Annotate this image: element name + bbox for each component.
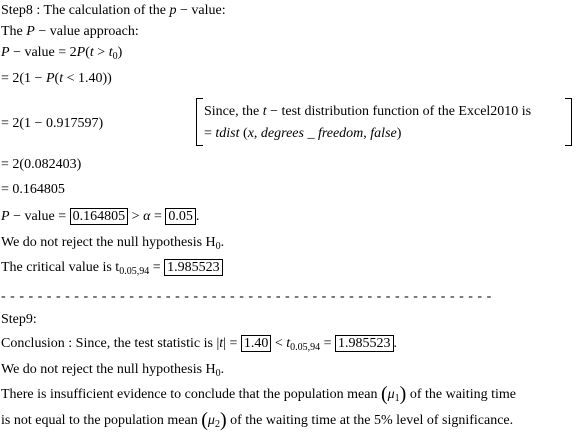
crit-boxed: 1.985523 [164, 259, 223, 276]
critical-value-line: The critical value is $t_{0.05,94} = 1.985523$ [1, 260, 223, 276]
crit-intro-text: The critical value is t [1, 260, 120, 275]
conclusion-line: Conclusion : Since, the test statistic is $|t| = 1.40 < t_{0.05,94} = 1.985523$ . [1, 336, 398, 353]
divider: - - - - - - - - - - - - - - - - - - - - - - - - - - - - - - - - - - - - - - - - - - - - - - - - - - - - - - [1, 289, 492, 304]
final-line-2a-text: is not equal to the population mean [1, 413, 198, 428]
excel-note-line-1: Since, the t − test distribution function of the Excel2010 is [204, 104, 532, 119]
t-stat-boxed: 1.40 [241, 335, 272, 352]
excel-note-bracket [196, 98, 572, 146]
step8-heading: Step8 : The calculation of the p − value: [1, 3, 226, 18]
pvalue-formula: P − value = $2P(t > t_0)$ [1, 45, 123, 62]
final-line-1-text: There is insufficient evidence to conclude that the population mean [1, 387, 378, 402]
final-line-2: is not equal to the population mean $(\mu_2)$ of the waiting time at the 5% level of significance. [1, 409, 514, 431]
calc-line-3: = 2(0.082403) [1, 157, 82, 172]
t-stat-value: 1.40 [77, 71, 103, 86]
final-line-1: There is insufficient evidence to conclude that the population mean $(\mu_1)$ of the waiting time [1, 383, 516, 405]
step9-crit-subscript: 0.05,94 [290, 342, 321, 353]
step9-not-reject: We do not reject the null hypothesis $H_0$. [1, 362, 225, 379]
step9-heading: Step9: [1, 312, 37, 327]
step9-not-reject-text: We do not reject the null hypothesis H [1, 362, 216, 377]
excel-note-line-2: = tdist (x, degrees _ freedom, false) [204, 126, 402, 141]
conclusion-intro: Conclusion : Since, the test statistic is [1, 336, 213, 351]
step8-not-reject: We do not reject the null hypothesis $H_0$. [1, 235, 225, 252]
tail-prob-value: 0.082403 [24, 157, 77, 172]
calc-line-4: = 0.164805 [1, 182, 65, 197]
final-line-1b-text: of the waiting time [409, 387, 516, 402]
pvalue-boxed: 0.164805 [70, 208, 129, 225]
calc-line-2: = 2(1 − 0.917597) [1, 116, 104, 131]
pvalue-result: 0.164805 [12, 182, 65, 197]
calc-line-1: = 2(1 − P(t < 1.40)) [1, 71, 112, 86]
cdf-value: 0.917597 [45, 116, 99, 131]
final-line-2b-text: of the waiting time at the 5% level of significance. [230, 413, 514, 428]
step8-not-reject-text: We do not reject the null hypothesis H [1, 235, 216, 250]
pvalue-compare: P − value = 0.164805 > α = 0.05 . [1, 209, 200, 224]
approach-line: The P − value approach: [1, 24, 139, 39]
step9-crit-boxed: 1.985523 [335, 335, 394, 352]
alpha-boxed: 0.05 [165, 208, 196, 225]
crit-subscript: 0.05,94 [119, 266, 150, 277]
